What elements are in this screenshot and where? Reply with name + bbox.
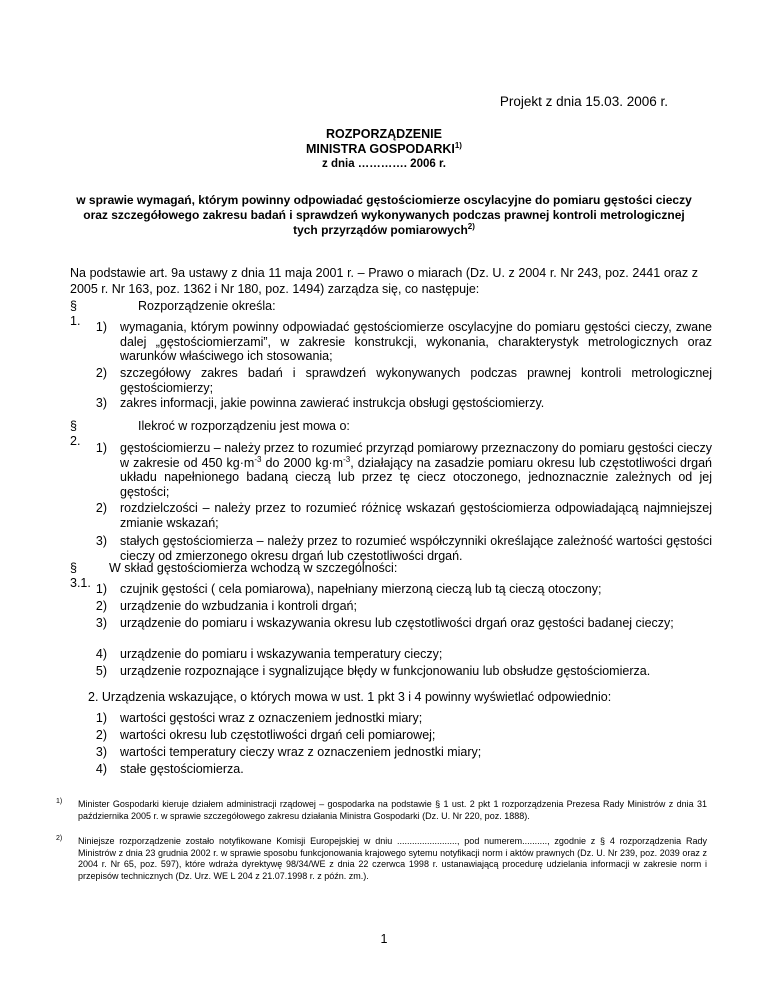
act-subject: w sprawie wymagań, którym powinny odpowiadać gęstościomierze oscylacyjne do pomiaru gęstości cieczy oraz szczegółowego zakresu badań i sprawdzeń wykonywanych podczas prawnej kontroli metrologicznej tych przyrządów pomiarowych$^{2)}$ xyxy=(76,193,692,237)
act-date: z dnia …………. 2006 r. xyxy=(322,158,446,170)
draft-date: Projekt z dnia 15.03. 2006 r. xyxy=(499,94,668,109)
footnote-ref-1: 1) xyxy=(454,140,462,150)
act-type: ROZPORZĄDZENIE xyxy=(326,127,442,141)
paragraph-mark: § 2. xyxy=(70,419,81,448)
list-item: 3) urządzenie do pomiaru i wskazywania okresu lub częstotliwości drgań oraz gęstości badanej cieczy; xyxy=(95,616,674,630)
list-item: 1) czujnik gęstości ( cela pomiarowa), napełniany mierzoną cieczą lub tą cieczą otoczony; xyxy=(95,582,602,596)
list-item: 4) urządzenie do pomiaru i wskazywania temperatury cieczy; xyxy=(95,647,443,661)
act-issuer: MINISTRA GOSPODARKI$^{1)}$ xyxy=(306,140,462,156)
list-item: 2) szczegółowy zakres badań i sprawdzeń wykonywanych podczas prawnej kontroli metrologicznej gęstościomierzy; xyxy=(95,366,712,395)
footnote-ref-2: 2) xyxy=(467,222,475,231)
act-title xyxy=(0,127,768,172)
list-item: 3) stałych gęstościomierza – należy przez to rozumieć współczynniki określające zależność wartości gęstości cieczy od zmierzonego okresu drgań lub częstotliwości drgań. xyxy=(95,534,712,563)
list-item: 2) urządzenie do wzbudzania i kontroli drgań; xyxy=(95,599,357,613)
paragraph-mark: § 3.1. xyxy=(70,561,91,590)
section-2-intro: 2. Urządzenia wskazujące, o których mowa w ust. 1 pkt 3 i 4 powinny wyświetlać odpowiednio: xyxy=(88,690,612,704)
paragraph-intro: W skład gęstościomierza wchodzą w szczególności: xyxy=(109,561,398,575)
paragraph-intro: Ilekroć w rozporządzeniu jest mowa o: xyxy=(138,419,350,433)
footnote-1: 1) Minister Gospodarki kieruje działem administracji rządowej – gospodarka na podstawie § 1 ust. 2 pkt 1 rozporządzenia Prezesa Rady Ministrów z dnia 31 października 2005 r. w sprawie szczegółowego zakresu działania Ministra Gospodarki (Dz. U. Nr 220, poz. 1888). xyxy=(56,798,707,821)
legal-basis: Na podstawie art. 9a ustawy z dnia 11 maja 2001 r. – Prawo o miarach (Dz. U. z 2004 r. Nr 243, poz. 2441 oraz z 2005 r. Nr 163, poz. 1362 i Nr 180, poz. 1494) zarządza się, co następuje: xyxy=(70,266,698,296)
paragraph-intro: Rozporządzenie określa: xyxy=(138,299,276,313)
list-item: 2) rozdzielczości – należy przez to rozumieć różnicę wskazań gęstościomierza odpowiadającą najmniejszej zmianie wskazań; xyxy=(95,501,712,530)
footnote-2: 2) Niniejsze rozporządzenie zostało notyfikowane Komisji Europejskiej w dniu ........................, pod numerem.........., zgodnie z § 4 rozporządzenia Rady Ministrów z dnia 23 grudnia 2002 r. w sprawie sposobu funkcjonowania krajowego sytemu notyfikacji norm i aktów prawnych (Dz. U. Nr 239, poz. 2039 oraz z 2004 r. Nr 65, poz. 597), które wdraża dyrektywę 98/34/WE z dnia 22 czerwca 1998 r. ustanawiającą procedurę udzielania informacji w zakresie norm i przepisów technicznych (Dz. Urz. WE L 204 z 21.07.1998 r. z późn. zm.). xyxy=(56,835,707,881)
list-item: 1) gęstościomierzu – należy przez to rozumieć przyrząd pomiarowy przeznaczony do pomiaru gęstości cieczy w zakresie od 450 $kg\cdot m^{-3}$ do 2000 $kg\cdot m^{-3}$, działający na zasadzie pomiaru okresu lub częstotliwości drgań układu napełnionego badaną cieczą lub przez tę ciecz otoczonego, jednoznacznie zależnych od jej gęstości; xyxy=(95,441,712,499)
paragraph-mark: § 1. xyxy=(70,299,81,328)
list-item: 2) wartości okresu lub częstotliwości drgań celi pomiarowej; xyxy=(95,728,436,742)
list-item: 1) wartości gęstości wraz z oznaczeniem jednostki miary; xyxy=(95,711,423,725)
list-item: 4) stałe gęstościomierza. xyxy=(95,762,244,776)
list-item: 5) urządzenie rozpoznające i sygnalizujące błędy w funkcjonowaniu lub obsłudze gęstościomierza. xyxy=(95,664,651,678)
list-item: 3) zakres informacji, jakie powinna zawierać instrukcja obsługi gęstościomierzy. xyxy=(95,396,545,410)
page-number: 1 xyxy=(380,932,388,946)
list-item: 1) wymagania, którym powinny odpowiadać gęstościomierze oscylacyjne do pomiaru gęstości cieczy, zwane dalej „gęstościomierzami”, w zakresie konstrukcji, wykonania, charakterystyk metrologicznych oraz warunków właściwego ich stosowania; xyxy=(95,320,712,363)
list-item: 3) wartości temperatury cieczy wraz z oznaczeniem jednostki miary; xyxy=(95,745,482,759)
